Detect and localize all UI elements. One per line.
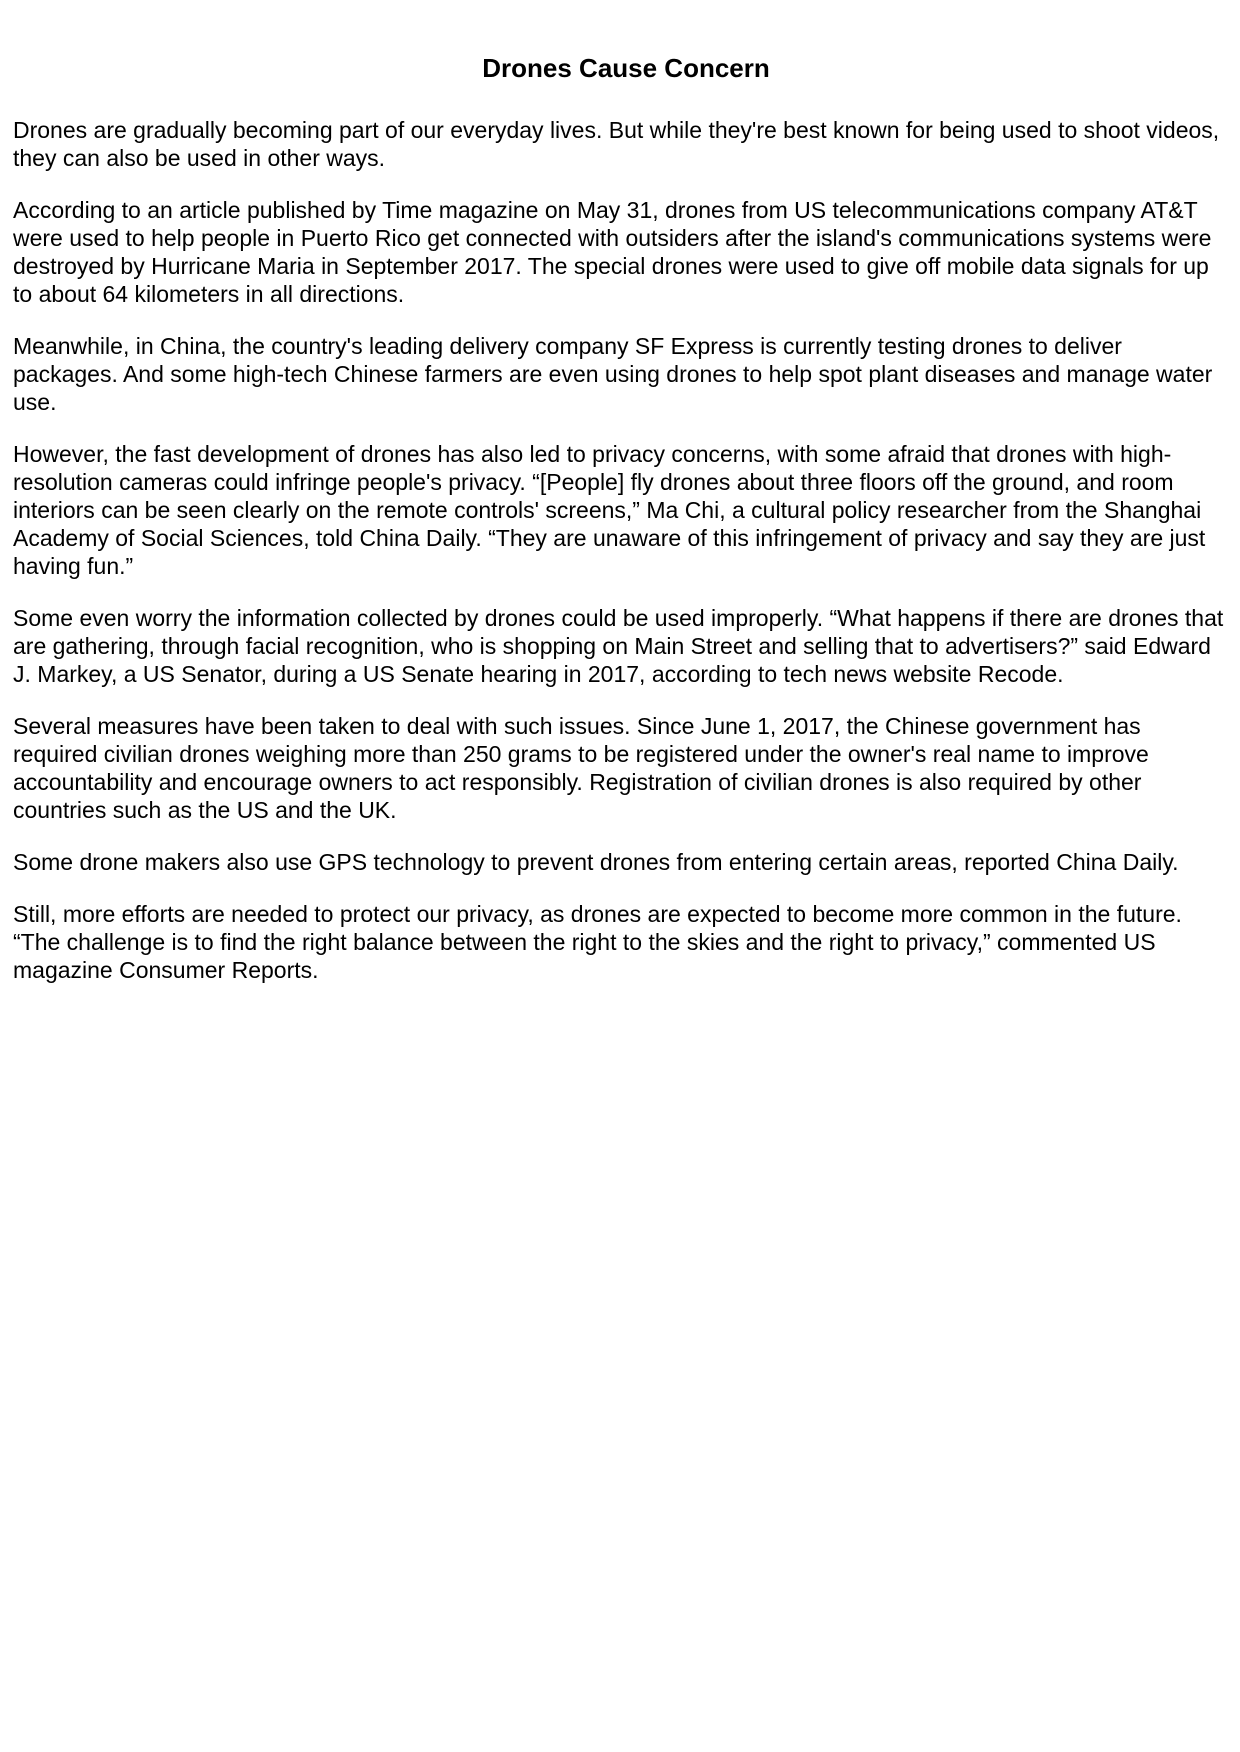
article-paragraph: Some even worry the information collected by drones could be used improperly. “What happens if there are drones that are gathering, through facial recognition, who is shopping on Main Street and selling that to advertisers?” said Edward J. Markey, a US Senator, during a US Senate hearing in 2017, according to tech news website Recode. bbox=[13, 605, 1224, 687]
document-page bbox=[13, 0, 1228, 1008]
article-title: Drones Cause Concern bbox=[482, 53, 770, 83]
article-paragraph: Meanwhile, in China, the country's leading delivery company SF Express is currently testing drones to deliver packages. And some high-tech Chinese farmers are even using drones to help spot plant diseases and manage water use. bbox=[13, 333, 1213, 415]
article-paragraph: However, the fast development of drones has also led to privacy concerns, with some afraid that drones with high-resolution cameras could infringe people's privacy. “[People] fly drones about three floors off the ground, and room interiors can be seen clearly on the remote controls' screens,” Ma Chi, a cultural policy researcher from the Shanghai Academy of Social Sciences, told China Daily. “They are unaware of this infringement of privacy and say they are just having fun.” bbox=[13, 441, 1206, 579]
article-body bbox=[13, 116, 1228, 984]
article-paragraph: Still, more efforts are needed to protect our privacy, as drones are expected to become more common in the future. “The challenge is to find the right balance between the right to the skies and the right to privacy,” commented US magazine Consumer Reports. bbox=[13, 901, 1182, 983]
article-paragraph: Drones are gradually becoming part of our everyday lives. But while they're best known for being used to shoot videos, they can also be used in other ways. bbox=[13, 117, 1220, 171]
article-paragraph: Several measures have been taken to deal with such issues. Since June 1, 2017, the Chinese government has required civilian drones weighing more than 250 grams to be registered under the owner's real name to improve accountability and encourage owners to act responsibly. Registration of civilian drones is also required by other countries such as the US and the UK. bbox=[13, 713, 1149, 823]
article-paragraph: According to an article published by Time magazine on May 31, drones from US telecommunications company AT&T were used to help people in Puerto Rico get connected with outsiders after the island's communications systems were destroyed by Hurricane Maria in September 2017. The special drones were used to give off mobile data signals for up to about 64 kilometers in all directions. bbox=[13, 197, 1212, 307]
article-paragraph: Some drone makers also use GPS technology to prevent drones from entering certain areas, reported China Daily. bbox=[13, 849, 1179, 875]
